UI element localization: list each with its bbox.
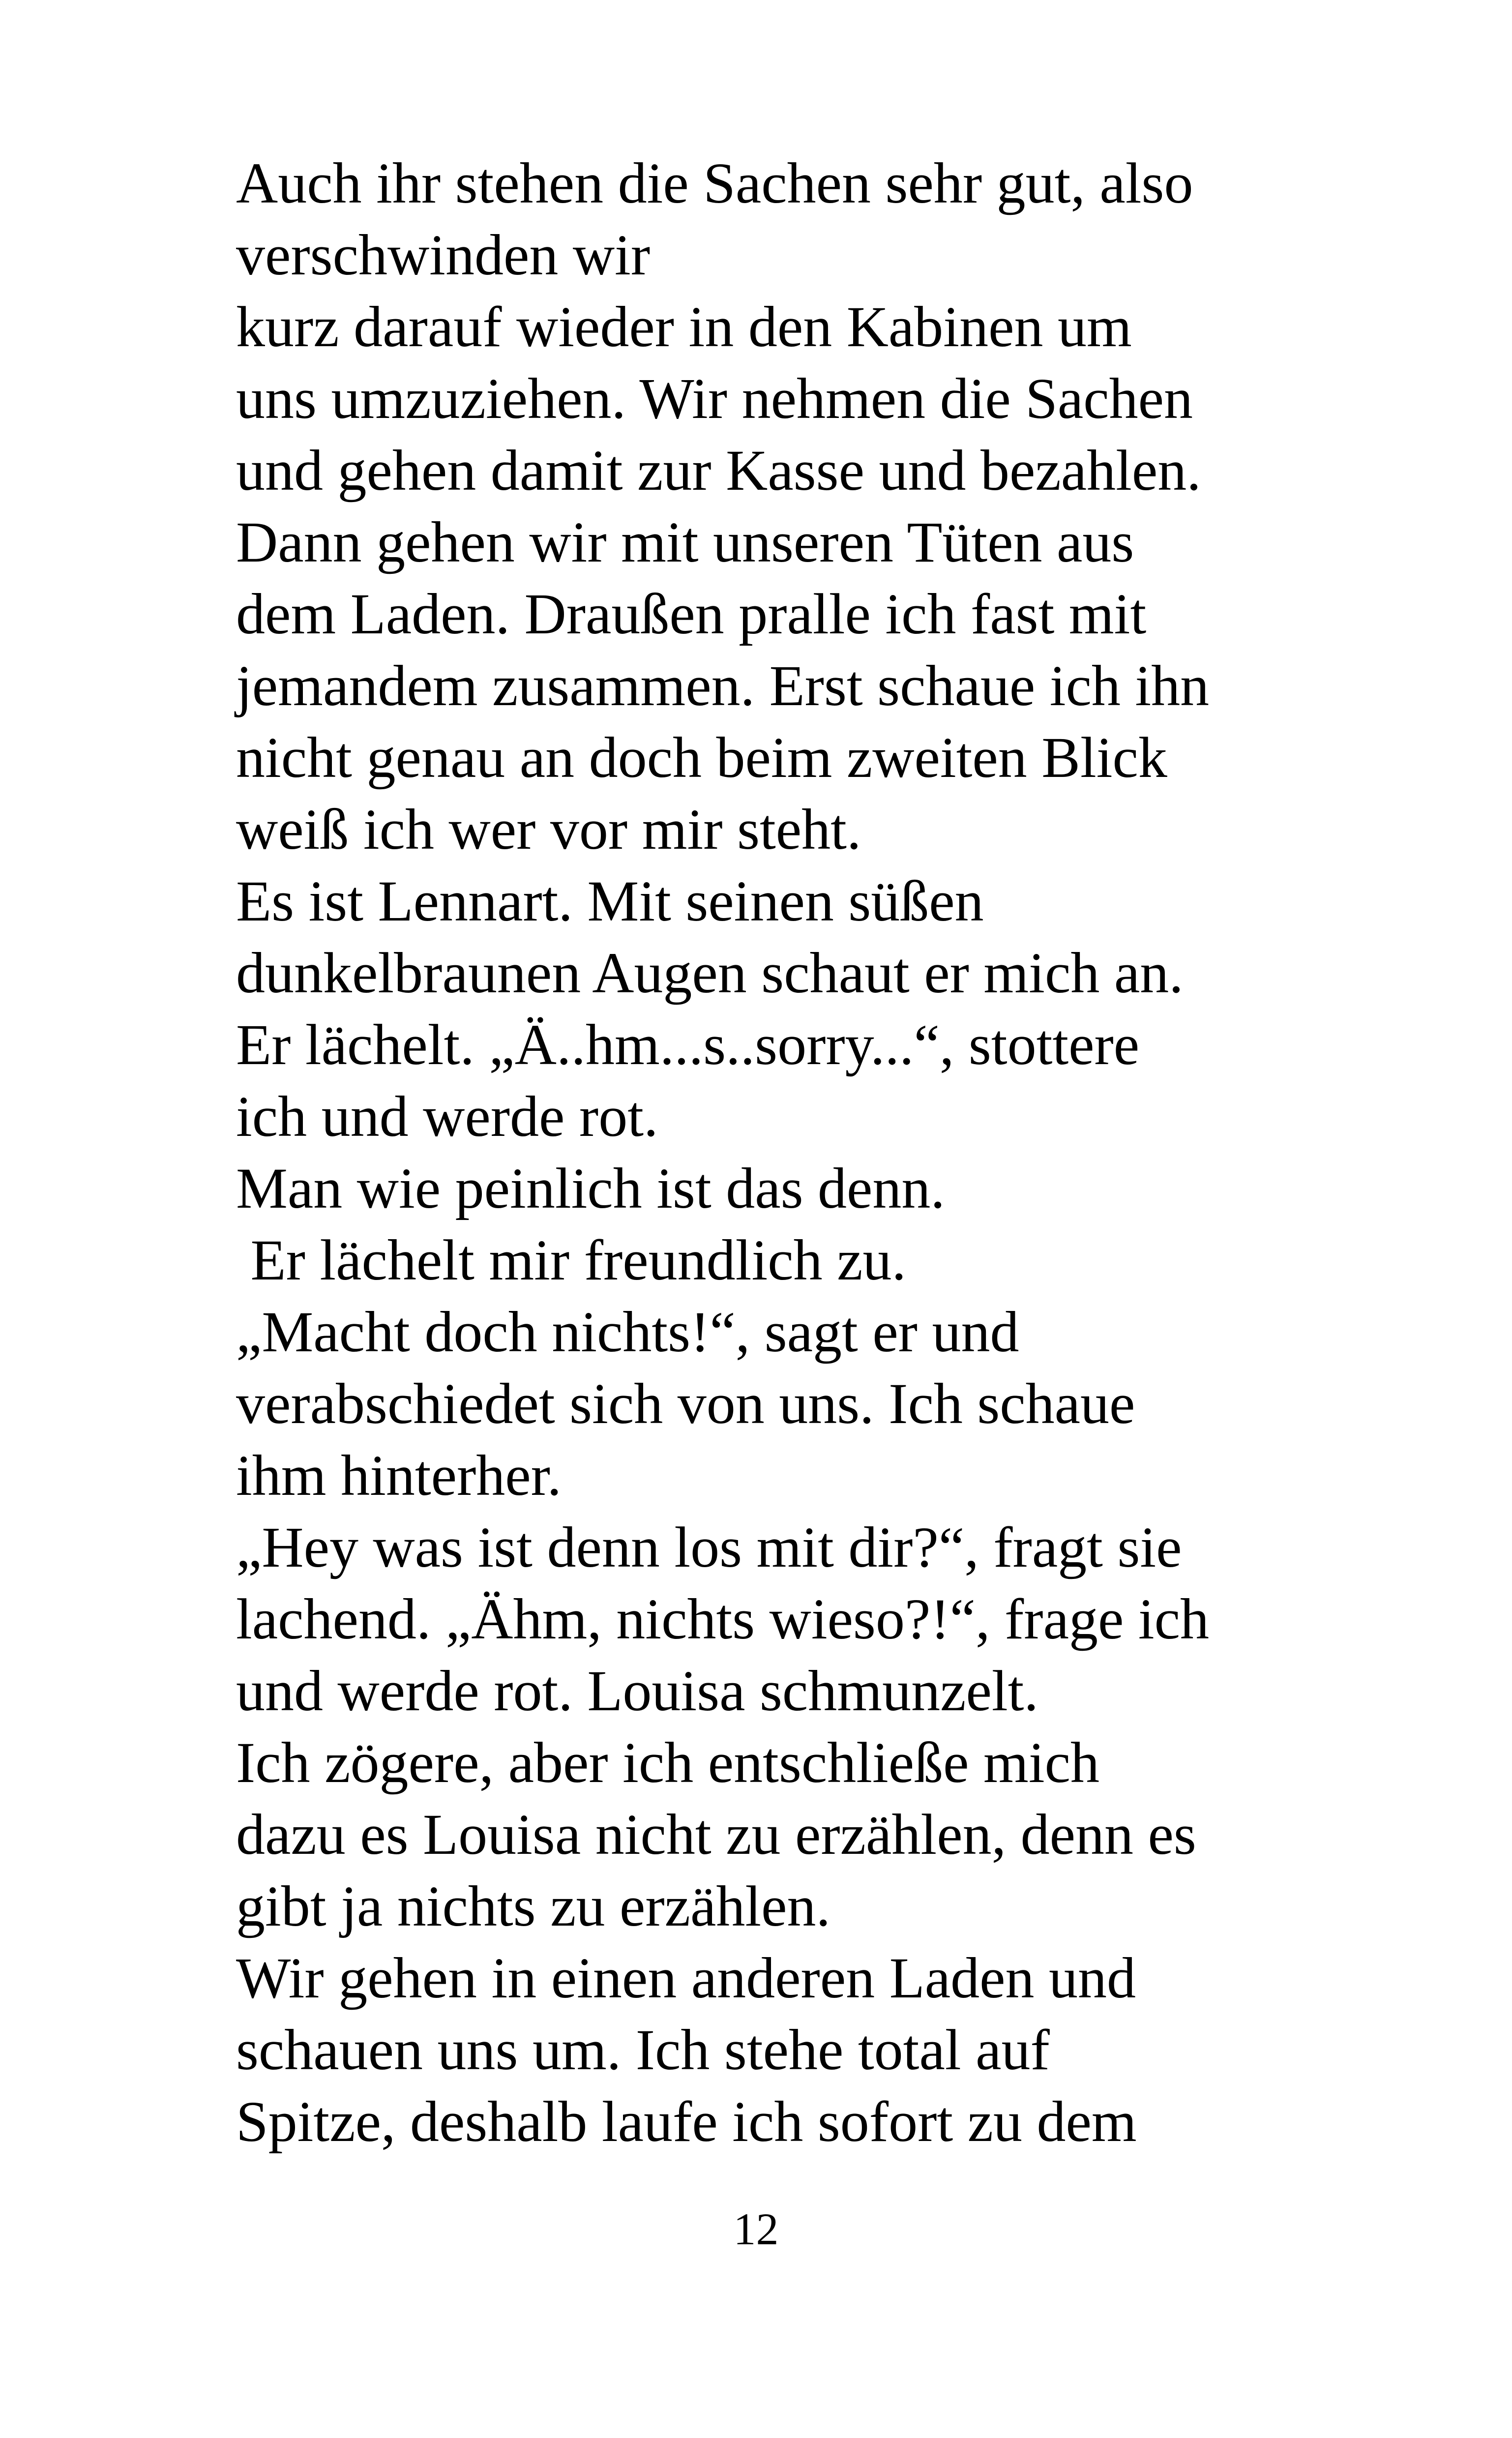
page-number: 12: [733, 2204, 779, 2254]
text-line: verschwinden wir: [236, 223, 651, 287]
text-line: lachend. „Ähm, nichts wieso?!“, frage ich: [236, 1587, 1209, 1651]
body-text: [236, 148, 1318, 2158]
text-line: gibt ja nichts zu erzählen.: [236, 1874, 831, 1938]
text-line: und gehen damit zur Kasse und bezahlen.: [236, 438, 1201, 503]
text-line: nicht genau an doch beim zweiten Blick: [236, 725, 1167, 790]
text-line: jemandem zusammen. Erst schaue ich ihn: [236, 654, 1210, 718]
text-line: verabschiedet sich von uns. Ich schaue: [236, 1371, 1135, 1436]
text-line: Auch ihr stehen die Sachen sehr gut, also: [236, 151, 1193, 215]
text-line: schauen uns um. Ich stehe total auf: [236, 2018, 1050, 2082]
text-line: Es ist Lennart. Mit seinen süßen: [236, 869, 984, 933]
text-line: dazu es Louisa nicht zu erzählen, denn es: [236, 1802, 1196, 1867]
text-line: Man wie peinlich ist das denn.: [236, 1156, 945, 1220]
text-line: Spitze, deshalb laufe ich sofort zu dem: [236, 2089, 1137, 2154]
text-line: Wir gehen in einen anderen Laden und: [236, 1946, 1136, 2010]
text-line: ich und werde rot.: [236, 1084, 658, 1149]
text-line: uns umzuziehen. Wir nehmen die Sachen: [236, 366, 1193, 431]
text-line: dem Laden. Draußen pralle ich fast mit: [236, 582, 1147, 646]
text-line: „Macht doch nichts!“, sagt er und: [236, 1300, 1019, 1364]
text-line: Ich zögere, aber ich entschließe mich: [236, 1730, 1099, 1795]
text-line: dunkelbraunen Augen schaut er mich an.: [236, 941, 1184, 1005]
text-line: Dann gehen wir mit unseren Tüten aus: [236, 510, 1134, 574]
text-line: weiß ich wer vor mir steht.: [236, 797, 861, 862]
text-line: ihm hinterher.: [236, 1443, 562, 1508]
text-line: Er lächelt. „Ä..hm...s..sorry...“, stottere: [236, 1012, 1140, 1077]
text-line: „Hey was ist denn los mit dir?“, fragt sie: [236, 1515, 1182, 1579]
text-line: und werde rot. Louisa schmunzelt.: [236, 1659, 1038, 1723]
text-line: Er lächelt mir freundlich zu.: [236, 1228, 906, 1292]
text-line: kurz darauf wieder in den Kabinen um: [236, 295, 1132, 359]
